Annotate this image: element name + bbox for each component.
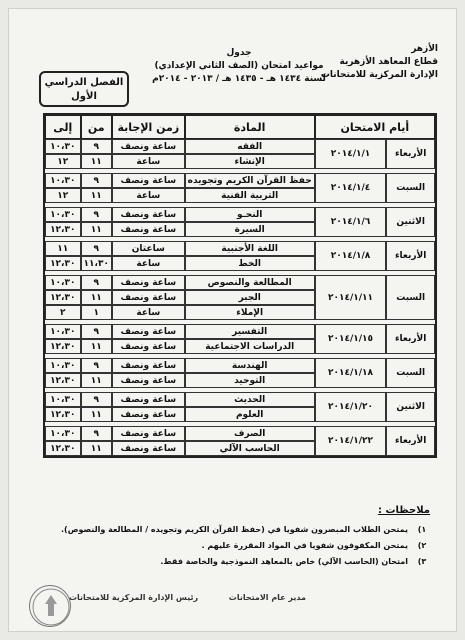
- title-line: مواعيد امتحان (الصف الثاني الإعدادي): [154, 61, 324, 71]
- duration-cell: ساعة ونصف: [112, 392, 185, 407]
- table-row: [45, 241, 435, 256]
- from-cell: ١١: [81, 188, 112, 203]
- subject-cell: الدراسات الاجتماعية: [185, 339, 315, 354]
- exam-date: ٢٠١٤/١/٢٠: [315, 392, 387, 422]
- to-cell: ١٠،٣٠: [45, 139, 81, 154]
- subject-cell: الجبر: [185, 290, 315, 305]
- to-cell: ١٢: [45, 188, 81, 203]
- note-number: ٢): [417, 541, 427, 550]
- to-cell: ١٢،٣٠: [45, 290, 81, 305]
- subject-cell: السيرة: [185, 222, 315, 237]
- to-cell: ١٠،٣٠: [45, 392, 81, 407]
- note-item: [30, 554, 430, 570]
- term-line: الفصل الدراسي: [44, 77, 124, 88]
- table-row: [45, 426, 435, 441]
- org-line: قطاع المعاهد الأزهرية: [339, 57, 438, 67]
- from-cell: ٩: [81, 392, 112, 407]
- to-cell: ١٢،٣٠: [45, 256, 81, 271]
- to-cell: ١٠،٣٠: [45, 324, 81, 339]
- duration-cell: ساعتان: [112, 241, 185, 256]
- term-line: الأول: [71, 91, 97, 102]
- from-cell: ١١: [81, 441, 112, 456]
- exam-day: السبت: [386, 358, 435, 388]
- duration-cell: ساعة: [112, 154, 185, 169]
- exam-date: ٢٠١٤/١/٢٢: [315, 426, 387, 456]
- subject-cell: الإنشاء: [185, 154, 315, 169]
- document-title: [139, 47, 339, 86]
- to-cell: ١٠،٣٠: [45, 426, 81, 441]
- table-row: [45, 358, 435, 373]
- official-stamp-icon: [29, 585, 71, 627]
- duration-cell: ساعة ونصف: [112, 339, 185, 354]
- table-row: [45, 173, 435, 188]
- subject-cell: الحاسب الآلي: [185, 441, 315, 456]
- subject-cell: التفسير: [185, 324, 315, 339]
- note-text: يمتحن المكفوفون شفويا في المواد المقررة عليهم .: [201, 541, 408, 550]
- signature-right: مدير عام الامتحانات: [228, 593, 306, 602]
- exam-day: الأربعاء: [386, 241, 435, 271]
- exam-date: ٢٠١٤/١/٤: [315, 173, 387, 203]
- subject-cell: العلوم: [185, 407, 315, 422]
- exam-date: ٢٠١٤/١/١٥: [315, 324, 387, 354]
- note-number: ١): [417, 525, 427, 534]
- table-row: [45, 139, 435, 154]
- subject-cell: الحديث: [185, 392, 315, 407]
- exam-day: الأربعاء: [386, 139, 435, 169]
- exam-day: الاثنين: [386, 207, 435, 237]
- table-row: [45, 207, 435, 222]
- to-cell: ١٢،٣٠: [45, 441, 81, 456]
- exam-date: ٢٠١٤/١/١: [315, 139, 387, 169]
- from-cell: ١١: [81, 154, 112, 169]
- org-line: الأزهر: [411, 44, 438, 54]
- subject-cell: التوحيد: [185, 373, 315, 388]
- duration-cell: ساعة ونصف: [112, 222, 185, 237]
- note-item: [30, 522, 430, 538]
- col-header-subject: المادة: [185, 115, 315, 139]
- to-cell: ١٢: [45, 154, 81, 169]
- table-row: [45, 392, 435, 407]
- exam-day: السبت: [386, 275, 435, 320]
- duration-cell: ساعة: [112, 256, 185, 271]
- from-cell: ٩: [81, 173, 112, 188]
- to-cell: ١٢،٣٠: [45, 407, 81, 422]
- from-cell: ١١،٣٠: [81, 256, 112, 271]
- col-header-days: أيام الامتحان: [315, 115, 435, 139]
- note-item: [30, 538, 430, 554]
- duration-cell: ساعة ونصف: [112, 173, 185, 188]
- duration-cell: ساعة ونصف: [112, 207, 185, 222]
- duration-cell: ساعة ونصف: [112, 139, 185, 154]
- table-row: [45, 275, 435, 290]
- note-number: ٣): [417, 557, 427, 566]
- duration-cell: ساعة ونصف: [112, 358, 185, 373]
- title-line: لسنة ١٤٣٤ هـ - ١٤٣٥ هـ / ٢٠١٣ - ٢٠١٤م: [152, 74, 326, 84]
- from-cell: ١١: [81, 407, 112, 422]
- duration-cell: ساعة ونصف: [112, 426, 185, 441]
- exam-date: ٢٠١٤/١/٦: [315, 207, 387, 237]
- from-cell: ٩: [81, 275, 112, 290]
- from-cell: ٩: [81, 207, 112, 222]
- note-text: امتحان (الحاسب الآلي) خاص بالمعاهد النموذجية والخاصة فقط.: [160, 557, 408, 566]
- document-page: [8, 8, 457, 632]
- subject-cell: النحـو: [185, 207, 315, 222]
- col-header-to: إلى: [45, 115, 81, 139]
- to-cell: ١٠،٣٠: [45, 275, 81, 290]
- duration-cell: ساعة ونصف: [112, 290, 185, 305]
- exam-day: السبت: [386, 173, 435, 203]
- subject-cell: حفظ القرآن الكريم وتجويده: [185, 173, 315, 188]
- from-cell: ٩: [81, 426, 112, 441]
- to-cell: ١٢،٣٠: [45, 222, 81, 237]
- duration-cell: ساعة ونصف: [112, 407, 185, 422]
- subject-cell: الإملاء: [185, 305, 315, 320]
- col-header-from: من: [81, 115, 112, 139]
- subject-cell: الهندسة: [185, 358, 315, 373]
- subject-cell: الصرف: [185, 426, 315, 441]
- exam-day: الاثنين: [386, 392, 435, 422]
- to-cell: ١٠،٣٠: [45, 207, 81, 222]
- from-cell: ١١: [81, 290, 112, 305]
- from-cell: ١: [81, 305, 112, 320]
- duration-cell: ساعة: [112, 305, 185, 320]
- to-cell: ١٢،٣٠: [45, 373, 81, 388]
- from-cell: ١١: [81, 373, 112, 388]
- from-cell: ١١: [81, 339, 112, 354]
- from-cell: ١١: [81, 222, 112, 237]
- exam-date: ٢٠١٤/١/٨: [315, 241, 387, 271]
- from-cell: ٩: [81, 324, 112, 339]
- exam-day: الأربعاء: [386, 426, 435, 456]
- col-header-duration: زمن الإجابة: [112, 115, 185, 139]
- from-cell: ٩: [81, 358, 112, 373]
- table-row: [45, 324, 435, 339]
- exam-date: ٢٠١٤/١/١١: [315, 275, 387, 320]
- exam-day: الأربعاء: [386, 324, 435, 354]
- exam-schedule-table: [43, 113, 437, 458]
- to-cell: ١١: [45, 241, 81, 256]
- note-text: يمتحن الطلاب المبصرون شفويا في (حفظ القرآن الكريم وتجويده / المطالعة والنصوص).: [61, 525, 408, 534]
- duration-cell: ساعة ونصف: [112, 275, 185, 290]
- duration-cell: ساعة ونصف: [112, 324, 185, 339]
- org-line: الإدارة المركزية للامتحانات: [320, 70, 438, 80]
- to-cell: ١٢،٣٠: [45, 339, 81, 354]
- notes-section: [30, 505, 430, 570]
- from-cell: ٩: [81, 139, 112, 154]
- duration-cell: ساعة ونصف: [112, 441, 185, 456]
- subject-cell: المطالعة والنصوص: [185, 275, 315, 290]
- subject-cell: الخط: [185, 256, 315, 271]
- term-box: [39, 71, 129, 107]
- to-cell: ٢: [45, 305, 81, 320]
- subject-cell: اللغة الأجنبية: [185, 241, 315, 256]
- subject-cell: التربية الفنية: [185, 188, 315, 203]
- table-header-row: [45, 115, 435, 139]
- duration-cell: ساعة ونصف: [112, 373, 185, 388]
- notes-title: ملاحظات :: [377, 505, 430, 516]
- from-cell: ٩: [81, 241, 112, 256]
- exam-date: ٢٠١٤/١/١٨: [315, 358, 387, 388]
- title-line: جدول: [226, 48, 252, 58]
- to-cell: ١٠،٣٠: [45, 358, 81, 373]
- to-cell: ١٠،٣٠: [45, 173, 81, 188]
- signature-left: رئيس الإدارة المركزية للامتحانات: [69, 593, 199, 602]
- table-body: [45, 139, 435, 456]
- subject-cell: الفقه: [185, 139, 315, 154]
- duration-cell: ساعة: [112, 188, 185, 203]
